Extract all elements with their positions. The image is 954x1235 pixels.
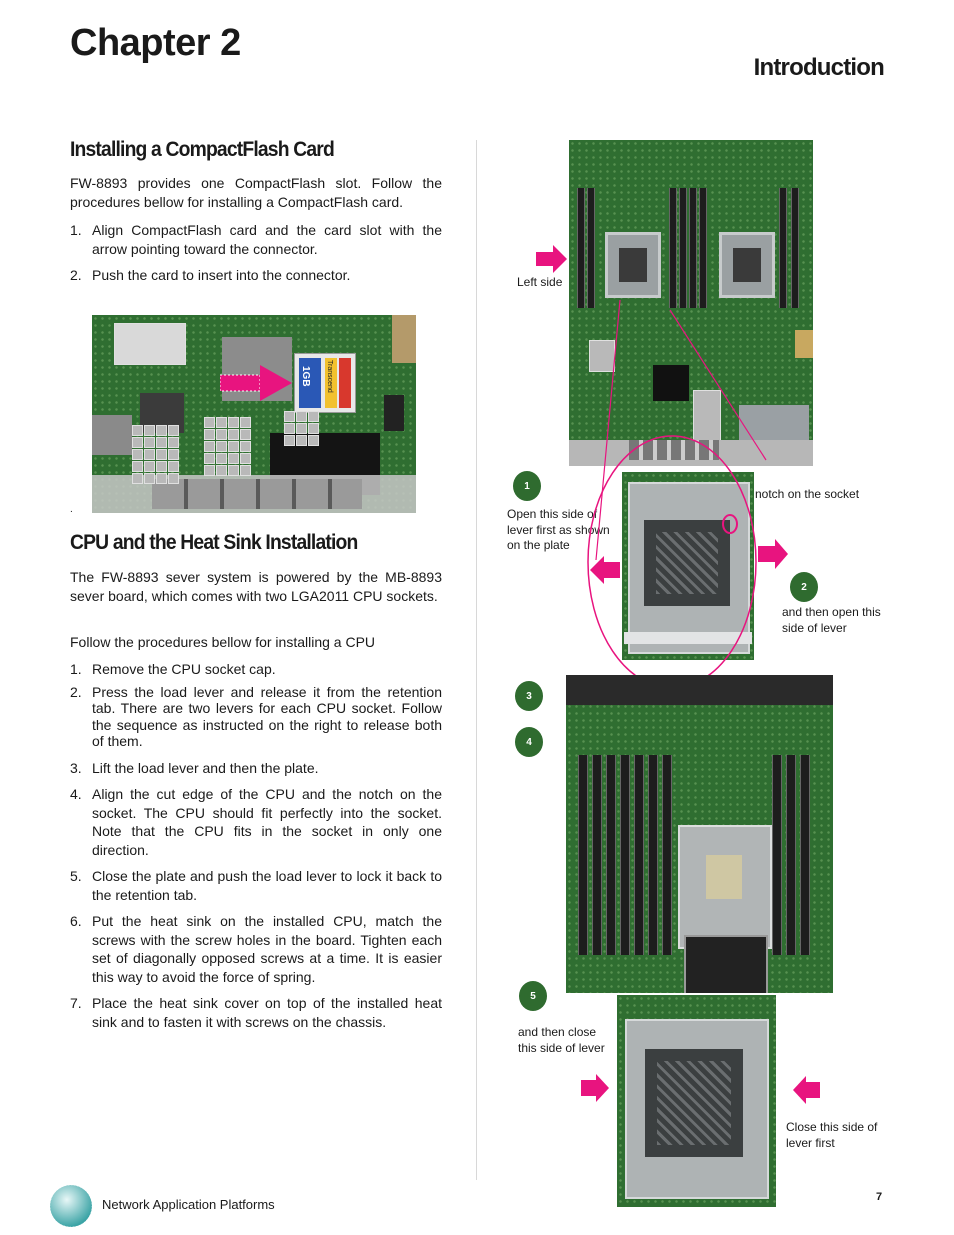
heatsink-fin	[308, 435, 319, 446]
company-logo-icon	[48, 1183, 94, 1229]
caption-left-side: Left side	[517, 275, 563, 289]
heatsink-fin	[168, 449, 179, 460]
compactflash-card: 1GB Transcend	[294, 353, 356, 413]
heatsink-fin	[228, 429, 239, 440]
heatsink-fin	[216, 417, 227, 428]
close-lever-arrow-icon	[580, 1074, 610, 1102]
cpu-steps	[70, 660, 442, 1031]
step-badge-3: 3	[515, 681, 543, 711]
heatsink-fin	[216, 453, 227, 464]
heatsink-fin	[156, 473, 167, 484]
list-item: 3. Lift the load lever and then the plate.	[70, 759, 319, 776]
heatsink-fin	[204, 465, 215, 476]
heatsink-fin	[144, 461, 155, 472]
footer-text: Network Application Platforms	[102, 1197, 275, 1212]
caption-step-5: and then close this side of lever	[518, 1025, 605, 1055]
heatsink-fin	[204, 417, 215, 428]
heatsink-fin	[216, 429, 227, 440]
heatsink-fin	[156, 437, 167, 448]
heatsink-fin	[216, 441, 227, 452]
caption-notch: notch on the socket	[755, 487, 860, 501]
heatsink-fin	[132, 449, 143, 460]
heatsink-fin	[240, 417, 251, 428]
list-item: 2. Press the load lever and release it from the retention tab. There are two levers for each CPU socket. Follow the sequence as instructed on the right to release both of them.	[70, 683, 442, 749]
heatsink-fin	[296, 423, 307, 434]
heatsink-fin	[156, 449, 167, 460]
cpu-follow: Follow the procedures bellow for installing a CPU	[70, 634, 376, 650]
heatsink-fin	[132, 473, 143, 484]
list-item: 4. Align the cut edge of the CPU and the notch on the socket. The CPU should fit perfectly into the socket. Note that the CPU fits in the socket in only one direction.	[70, 786, 442, 858]
heatsink-fin	[168, 461, 179, 472]
left-side-arrow-icon	[535, 243, 569, 277]
heatsink-fin	[144, 425, 155, 436]
insert-arrow-icon	[220, 363, 300, 403]
step-badge-5: 5	[519, 981, 547, 1011]
heatsink-fin	[132, 461, 143, 472]
heatsink-fin	[204, 453, 215, 464]
section-title: Introduction	[753, 54, 884, 81]
heatsink-fin	[132, 437, 143, 448]
heatsink-fin	[132, 425, 143, 436]
heatsink-fin	[240, 453, 251, 464]
heatsink-fin	[144, 437, 155, 448]
magnify-callout-lines	[580, 300, 780, 700]
heatsink-fin	[228, 453, 239, 464]
heatsink-fin	[240, 441, 251, 452]
heatsink-fin	[144, 473, 155, 484]
heatsink-fin	[156, 425, 167, 436]
heatsink-fin	[308, 423, 319, 434]
column-divider	[476, 140, 477, 1180]
list-item: 6. Put the heat sink on the installed CPU, match the screws with the screw holes in the board. Tighten each set of diagonally opposed screws at a time. It is easier this way to avoid the force of spring.	[70, 913, 442, 985]
caption-step-2: and then open this side of lever	[782, 605, 881, 635]
heatsink-fin	[168, 425, 179, 436]
cpu-heading: CPU and the Heat Sink Installation	[70, 531, 358, 554]
page-number: 7	[876, 1191, 883, 1203]
heatsink-fin	[144, 449, 155, 460]
cf-steps	[70, 221, 442, 285]
heatsink-fin	[168, 473, 179, 484]
cf-intro: FW-8893 provides one CompactFlash slot. Follow the procedures bellow for installing a CompactFlash card.	[70, 175, 442, 210]
compactflash-photo	[92, 315, 416, 513]
list-item: 7. Place the heat sink cover on top of the installed heat sink and to fasten it with screws on the chassis.	[70, 995, 442, 1030]
heatsink-fin	[168, 437, 179, 448]
heatsink-fin	[216, 465, 227, 476]
heatsink-fin	[308, 411, 319, 422]
heatsink-fin	[296, 411, 307, 422]
heatsink-fin	[240, 465, 251, 476]
heatsink-fin	[228, 417, 239, 428]
heatsink-fin	[228, 441, 239, 452]
list-item: 1. Align CompactFlash card and the card slot with the arrow pointing toward the connector.	[70, 222, 442, 257]
list-item: 5. Close the plate and push the load lever to lock it back to the retention tab.	[70, 868, 442, 903]
heatsink-fin	[284, 423, 295, 434]
socket-lever-photo	[566, 675, 833, 993]
list-item: 2. Push the card to insert into the connector.	[70, 267, 351, 283]
heatsink-fin	[284, 435, 295, 446]
heatsink-fin	[284, 411, 295, 422]
step-badge-1: 1	[513, 471, 541, 501]
step-badge-4: 4	[515, 727, 543, 757]
heatsink-fin	[156, 461, 167, 472]
caption-close-first: Close this side of lever first	[786, 1120, 878, 1150]
heatsink-fin	[204, 429, 215, 440]
cpu-intro: The FW-8893 sever system is powered by the MB-8893 sever board, which comes with two LGA2011 CPU sockets.	[70, 569, 442, 604]
caption-step-1: Open this side of lever first as shown on the plate	[507, 507, 610, 552]
list-item: 1. Remove the CPU socket cap.	[70, 661, 276, 677]
step-badge-2: 2	[790, 572, 818, 602]
cf-heading: Installing a CompactFlash Card	[70, 138, 334, 161]
heatsink-fin	[240, 429, 251, 440]
socket-closed-photo	[617, 995, 776, 1207]
heatsink-fin	[296, 435, 307, 446]
stray-dot: .	[70, 504, 73, 515]
close-first-arrow-icon	[792, 1076, 822, 1104]
chapter-title: Chapter 2	[70, 22, 241, 64]
heatsink-fin	[228, 465, 239, 476]
heatsink-fin	[204, 441, 215, 452]
